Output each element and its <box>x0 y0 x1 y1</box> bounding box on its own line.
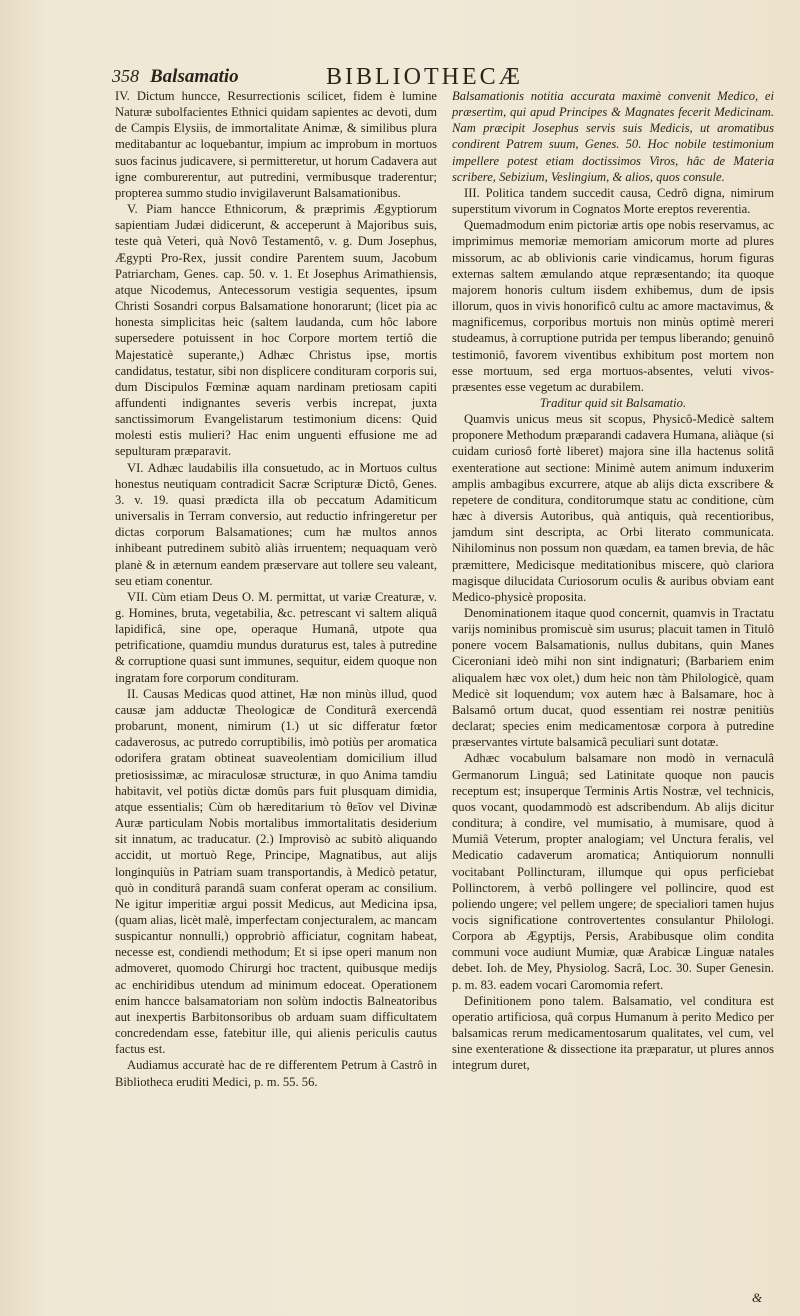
paragraph-definitionem: Definitionem pono talem. Balsamatio, vel conditura est operatio artificiosa, quâ corpus Humanum à perito Medico per balsamicas rerum medicamentosarum qualitates, vel cum, vel sine exenteratione & dissectione ita præparatur, ut plures annos integrum duret, <box>452 993 774 1073</box>
book-title: BIBLIOTHECÆ <box>326 64 523 90</box>
paragraph-quamvis: Quamvis unicus meus sit scopus, Physicô-Medicè saltem proponere Methodum præparandi cadavera Humana, aliàque (si cuidam curiosô fortè liberet) majora sine illa hactenus solitâ exenteratione aut sectione: Minimè autem animum induxerim amplis ambagibus excurrere, atque ab alijs dicta exscribere & repetere de conditura, conditorumque statu ac conditione, cùm hæc à diversis Autoribus, quà antiquis, quà recentioribus, jamdum sint descripta, ac Orbi literato communicata. Nihilominus non possum non quædam, ea tamen brevia, de hâc præmittere, Medicisque meditationibus miscere, quò clariora magisque dilucidata Curiosorum oculis & auribus obviam eant Medico-physicè proposita. <box>452 412 774 604</box>
paragraph-audiamus: Audiamus accuratè hac de re differentem Petrum à Castrô in Bibliotheca eruditi Medici, p. m. 55. 56. <box>115 1058 437 1089</box>
running-title: Balsamatio <box>150 66 239 87</box>
paragraph-iv: IV. Dictum huncce, Resurrectionis scilicet, fidem è lumine Naturæ subolfacientes Ethnici quidam sapientes ac devoti, dum de Campis Elysiis, de immortalitate Animæ, & similibus plura meditabantur ac loquebantur, impium ac improbum in mortuos suos facinus judicavere, si permitteretur, ut horum Cadavera aut igne comburerentur, aut putredini, vermibusque traderentur; propterea summo studio invigilaverunt Balsamationibus. <box>115 89 437 200</box>
paragraph-v: V. Piam hancce Ethnicorum, & præprimis Ægyptiorum sapientiam Judæi didicerunt, & acceperunt à Majoribus suis, teste quà Veteri, quà Novô Testamentô, v. g. Dum Josephus, Ægypti Pro-Rex, jussit condire Parentem suum, Jacobum Patriarcham, Genes. cap. 50. v. 1. Et Josephus Arimathiensis, atque Nicodemus, Antecessorum vestigia sequentes, ipsum Christi Sosandri corpus Balsamatione honorarunt; (licet pia ac honesta simplicitas heic (saltem laudanda, cum hôc labore supersedere potuissent in hoc Corpore mortem tertiô die Majestaticè superante,) Adhæc Christus ipse, mortis candidatus, testatur, sibi non displicere condituram corporis sui, dum Discipulos Fœminæ aquam nardinam pretiosam capiti affundenti indignantes severis verbis increpat, juxta sanctissimorum Evangelistarum testimonium dicens: Quid molesti estis mulieri? Hac enim unguenti effusione me ad sepulturam præparavit. <box>115 202 437 459</box>
paragraph-vii: VII. Cùm etiam Deus O. M. permittat, ut variæ Creaturæ, v. g. Homines, bruta, vegetabilia, &c. petrescant vi saltem aliquâ lapidificâ, sine ope, operaque Humanâ, utpote qua petrificatione, quamdiu mundus duraturus est, tales à putredine & corruptione quasi sunt immunes, sequitur, eidem quoque non ingratam fore corporum condituram. <box>115 589 437 685</box>
right-column <box>452 88 774 1074</box>
paragraph-ii-causae-medicae: II. Causas Medicas quod attinet, Hæ non minùs illud, quod causæ jam adductæ Theologicæ de Conditurâ exercendâ probarunt, monent, nimirum (1.) ut sic differatur fœtor cadaverosus, ac putredo corruptibilis, imò potiùs per aromatica odorifera gratam obtineat suaveolentiam domicilium illud pretiosissimæ, ac miraculosæ structuræ, in quo Anima tamdiu habitavit, vel potiùs dictæ domûs pars fuit plusquam dimidia, atque essentialis; Cùm ob hæreditarium τὸ θεῖον vel Divinæ Auræ particulam Nobis mortalibus immortalitatis desiderium sit innatum, ac traducatur. (2.) Improvisò ac subitò aliquando accidit, ut mortuò Rege, Principe, Magnatibus, aut alijs longinquiùs in Patriam suam transportandis, à Medicò petatur, quò in conditurâ parandâ suam conferat operam ac consilium. Ne igitur imperitiæ argui possit Medicus, aut Medicina ipsa, (quam alias, licèt malè, imperfectam conjecturalem, ac mancam suspicantur nonnulli,) opprobriò afficiatur, cognitam habeat, necesse est, condiendi methodum; Et si ipse operi manum non admoveret, quomodo Chirurgi hoc tractent, quibusque medijs ac enchiridibus utendum ad minimum edoceat. Operationem enim hancce balsamatoriam non solùm indoctis Balneatoribus aut inexpertis Barbitonsoribus ob arduam suam difficultatem concredendam esse, fatebitur ille, qui alienis periculis cautus factus est. <box>115 686 437 1057</box>
page-number: 358 <box>112 66 139 86</box>
left-column <box>115 88 437 1090</box>
section-heading: Traditur quid sit Balsamatio. <box>539 395 687 410</box>
paragraph-denominationem: Denominationem itaque quod concernit, quamvis in Tractatu varijs nominibus promiscuè sim usurus; placuit tamen in Titulô ponere vocem Balsamationis, nullus dubitans, quin Manes Ciceroniani ideò mihi non sint indignaturi; (Barbariem enim aliqualem hæc vox olet,) dum heic non tàm Philologicè, quam Medicè sit loquendum; vox autem hæc à Balsamare, hoc à Balsamô ortum ducat, quod essentiam rei nostræ penitiùs declarat; species enim medicamentosæ corpora à putredine præservantes virtute balsamicâ peculiari sunt dotatæ. <box>452 606 774 750</box>
paragraph-iii-politica: III. Politica tandem succedit causa, Cedrô digna, nimirum superstitum vivorum in Cognatos Morte ereptos reverentia. <box>452 185 774 217</box>
paragraph-vi: VI. Adhæc laudabilis illa consuetudo, ac in Mortuos cultus honestus neutiquam contradicit Sacræ Scripturæ Dictô, Genes. 3. v. 19. quasi prædicta illa ob peccatum Adamiticum universalis in Terram conversio, aut reductio infringeretur per dictas corporum Balsamationes; cum hæ multos annos inhibeant putredinem subitò aliàs irruentem; nequaquam verò planè & in æternum eandem præservare aut tollere seu valeant, seu etiam conentur. <box>115 460 437 588</box>
paragraph-adhaec: Adhæc vocabulum balsamare non modò in vernaculâ Germanorum Linguâ; sed Latinitate quoque non paucis receptum est; insuperque Terminis Artis Nostræ, vel technicis, quos vocant, quodammodò est adscribendum. Ab alijs dicitur conditura; à condire, vel mumisatio, à mumisare, quod à Mumiâ Veterum, propter analogiam; vel Unctura feralis, vel Medicatio cadaverum aromatica; Antiquiorum nonnulli vocitabant Pollincturam, illumque qui opus perficiebat Pollinctorem, à verbô pollingere vel pollincire, quod est poliendo ungere; vel pellem ungere; de specialiori tamen hujus vocis significatione controvertentes consulantur Philologi. Corpora ab Ægyptijs, Persis, Arabibusque olim condita communi voce audiunt Mumiæ, quæ Arabicæ Linguæ natales debet. Ioh. de Mey, Physiolog. Sacrâ, Loc. 30. Super Genesin. p. m. 83. eadem vocari Caromomia refert. <box>452 751 774 992</box>
quotation-castro: Balsamationis notitia accurata maximè convenit Medico, ei præsertim, qui apud Principes & Magnates fecerit Medicinam. Nam præcipit Josephus servis suis Medicis, ut aromatibus condirent Patrem suum, Genes. 50. Hoc nobile testimonium impellere potest etiam doctissimos Viros, hâc de Materia scribere, Sebizium, Veslingium, & alios, quos consule. <box>452 89 774 184</box>
catchword: & <box>752 1290 763 1305</box>
paragraph-quemadmodum: Quemadmodum enim pictoriæ artis ope nobis reservamus, ac imprimimus memoriæ memoriam amicorum morte ad plures missorum, ac ab oblivionis carie vindicamus, horum figuras externas saltem æmulando atque repræsentando; ita quoque majorem honoris cultum iisdem exhibemus, dum de ipsis illorum, quos in vivis honorificô cultu ac amore mactavimus, & magnificemus, corporibus mortuis non minùs optimè mereri studeamus, à corruptione putrida per tempus liberando; genuinô testimoniô, favorem viventibus exhibitum post mortem non esse mortuum, sed erga mortuos-absentes, veluti vivos-præsentes esse vegetum ac durabilem. <box>452 218 774 394</box>
